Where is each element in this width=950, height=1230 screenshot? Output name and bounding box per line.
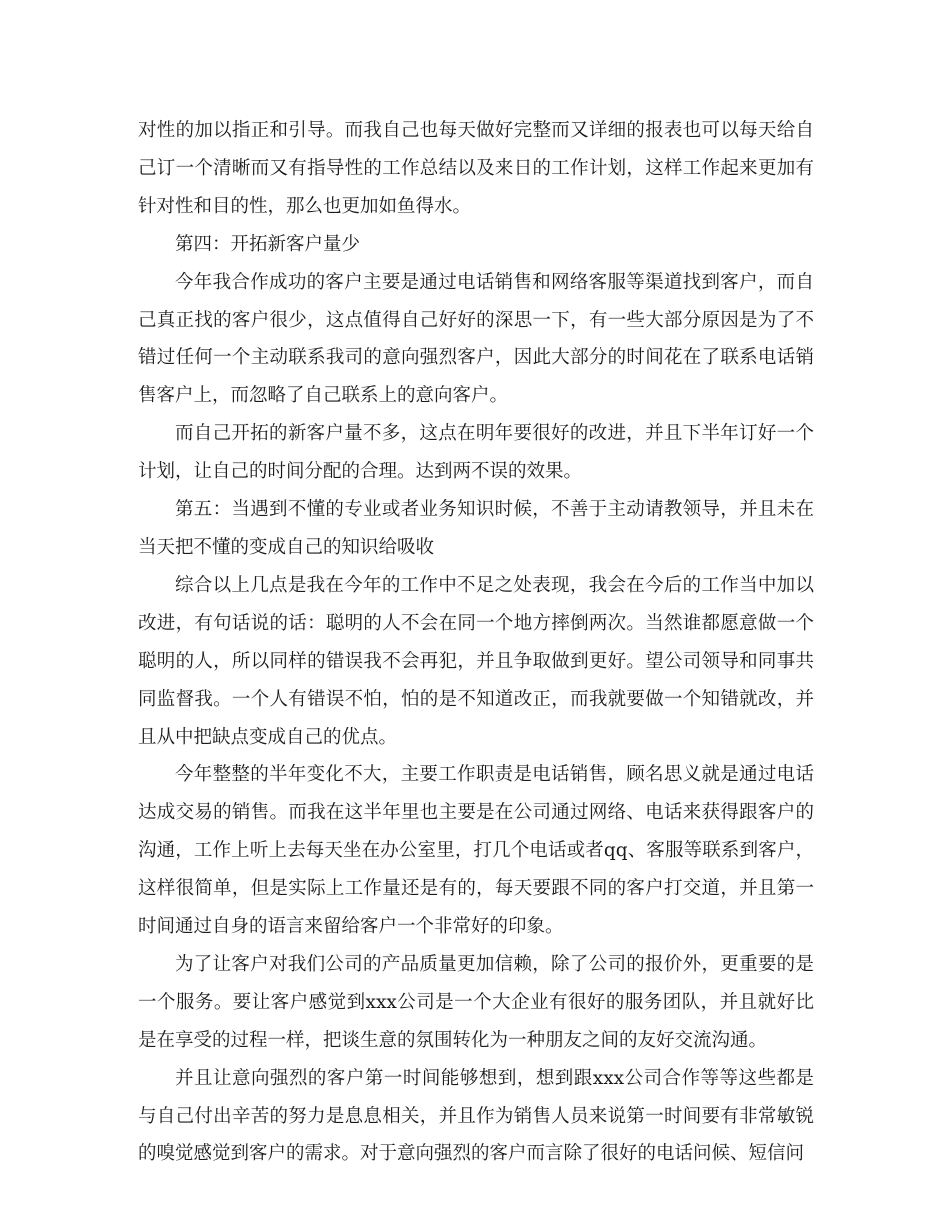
paragraph-9: 并且让意向强烈的客户第一时间能够想到，想到跟xxx公司合作等等这些都是与自己付出辛苦的努力是息息相关，并且作为销售人员来说第一时间要有非常敏锐的嗅觉感觉到客户的需求。对于意向强烈的客户而言除了很好的电话问候、短信问 (138, 1067, 814, 1165)
paragraph-4: 而自己开拓的新客户量不多，这点在明年要很好的改进，并且下半年订好一个计划，让自己的时间分配的合理。达到两不误的效果。 (138, 423, 814, 483)
paragraph-2: 第四：开拓新客户量少 (175, 233, 361, 255)
paragraph-6: 综合以上几点是我在今年的工作中不足之处表现，我会在今后的工作当中加以改进，有句话说的话：聪明的人不会在同一个地方摔倒两次。当然谁都愿意做一个聪明的人，所以同样的错误我不会再犯，并且争取做到更好。望公司领导和同事共同监督我。一个人有错误不怕，怕的是不知道改正，而我就要做一个知错就改，并且从中把缺点变成自己的优点。 (138, 574, 814, 748)
paragraph-8: 为了让客户对我们公司的产品质量更加信赖，除了公司的报价外，更重要的是一个服务。要让客户感觉到xxx公司是一个大企业有很好的服务团队，并且就好比是在享受的过程一样，把谈生意的氛围转化为一种朋友之间的友好交流沟通。 (138, 953, 814, 1051)
document-body (138, 112, 814, 1173)
paragraph-7: 今年整整的半年变化不大，主要工作职责是电话销售，顾名思义就是通过电话达成交易的销售。而我在这半年里也主要是在公司通过网络、电话来获得跟客户的沟通，工作上听上去每天坐在办公室里，打几个电话或者qq、客服等联系到客户，这样很简单，但是实际上工作量还是有的，每天要跟不同的客户打交道，并且第一时间通过自身的语言来留给客户一个非常好的印象。 (138, 764, 814, 938)
paragraph-1: 对性的加以指正和引导。而我自己也每天做好完整而又详细的报表也可以每天给自己订一个清晰而又有指导性的工作总结以及来日的工作计划，这样工作起来更加有针对性和目的性，那么也更加如鱼得水。 (138, 120, 814, 217)
paragraph-5: 第五：当遇到不懂的专业或者业务知识时候，不善于主动请教领导，并且未在当天把不懂的变成自己的知识给吸收 (138, 499, 814, 558)
paragraph-3: 今年我合作成功的客户主要是通过电话销售和网络客服等渠道找到客户，而自己真正找的客户很少，这点值得自己好好的深思一下，有一些大部分原因是为了不错过任何一个主动联系我司的意向强烈客户，因此大部分的时间花在了联系电话销售客户上，而忽略了自己联系上的意向客户。 (138, 271, 814, 407)
